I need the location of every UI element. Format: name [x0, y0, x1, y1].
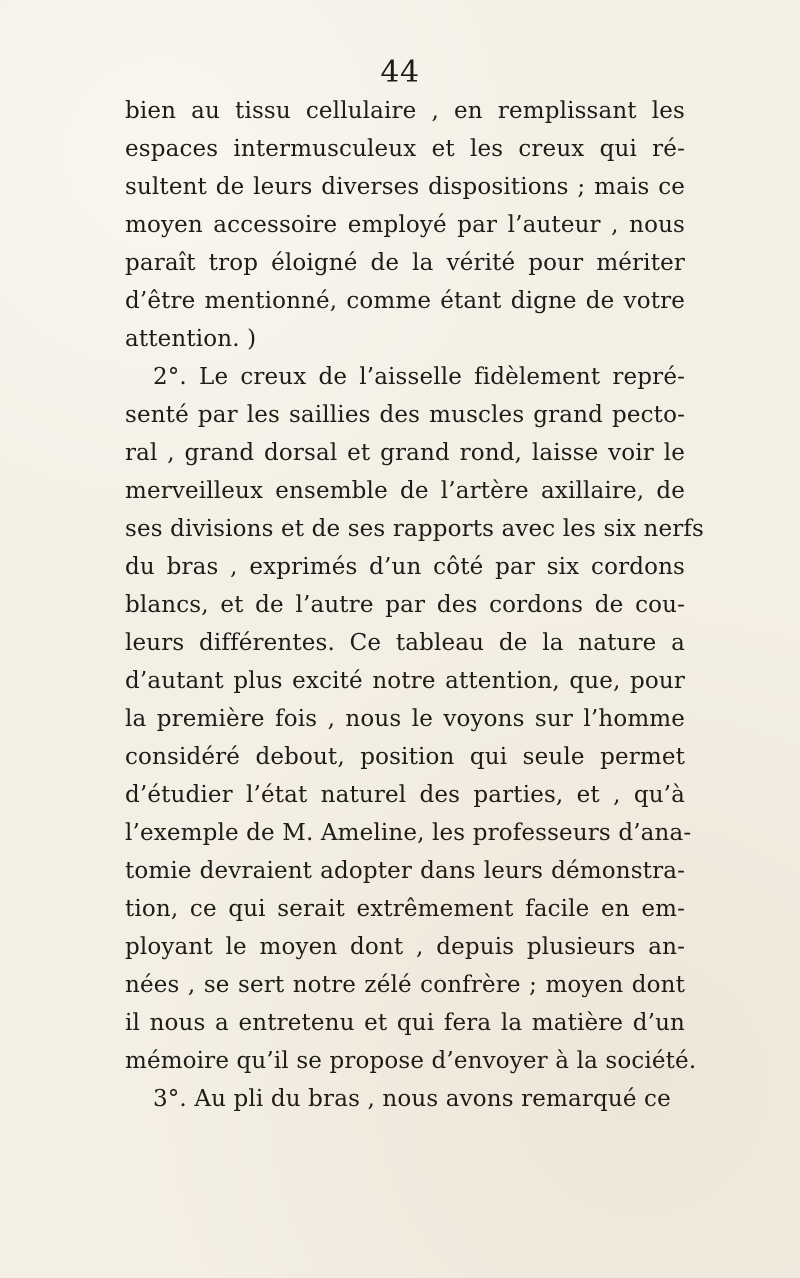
text-line: il nous a entretenu et qui fera la matière d’un: [125, 1010, 685, 1036]
text-line: espaces intermusculeux et les creux qui ré-: [125, 136, 685, 162]
paragraph-start-line: 3°. Au pli du bras , nous avons remarqué ce: [153, 1086, 671, 1112]
text-line: d’autant plus excité notre attention, que, pour: [125, 668, 685, 694]
text-line: la première fois , nous le voyons sur l’homme: [125, 706, 685, 732]
text-line: nées , se sert notre zélé confrère ; moyen dont: [125, 972, 685, 998]
paragraph-start-line: 2°. Le creux de l’aisselle fidèlement repré-: [153, 364, 685, 390]
text-line: considéré debout, position qui seule permet: [125, 744, 685, 770]
text-line: bien au tissu cellulaire , en remplissant les: [125, 98, 685, 124]
text-line: paraît trop éloigné de la vérité pour mériter: [125, 250, 685, 276]
text-line: tomie devraient adopter dans leurs démonstra-: [125, 858, 685, 884]
text-line: blancs, et de l’autre par des cordons de cou-: [125, 592, 685, 618]
text-line: tion, ce qui serait extrêmement facile en em-: [125, 896, 685, 922]
text-line: ral , grand dorsal et grand rond, laisse voir le: [125, 440, 685, 466]
text-line: moyen accessoire employé par l’auteur , nous: [125, 212, 685, 238]
text-line: du bras , exprimés d’un côté par six cordons: [125, 554, 685, 580]
text-line: ses divisions et de ses rapports avec les six nerfs: [125, 516, 704, 542]
text-line: senté par les saillies des muscles grand pecto-: [125, 402, 685, 428]
text-line: merveilleux ensemble de l’artère axillaire, de: [125, 478, 685, 504]
text-line: d’être mentionné, comme étant digne de votre: [125, 288, 685, 314]
text-line: d’étudier l’état naturel des parties, et , qu’à: [125, 782, 685, 808]
text-line: attention. ): [125, 326, 257, 352]
text-line: sultent de leurs diverses dispositions ; mais ce: [125, 174, 685, 200]
text-line: leurs différentes. Ce tableau de la nature a: [125, 630, 685, 656]
text-line: l’exemple de M. Ameline, les professeurs d’ana-: [125, 820, 692, 846]
text-line: ployant le moyen dont , depuis plusieurs an-: [125, 934, 685, 960]
page-number: 44: [380, 55, 420, 90]
body-text: [125, 92, 704, 1118]
text-line: mémoire qu’il se propose d’envoyer à la société.: [125, 1048, 697, 1074]
